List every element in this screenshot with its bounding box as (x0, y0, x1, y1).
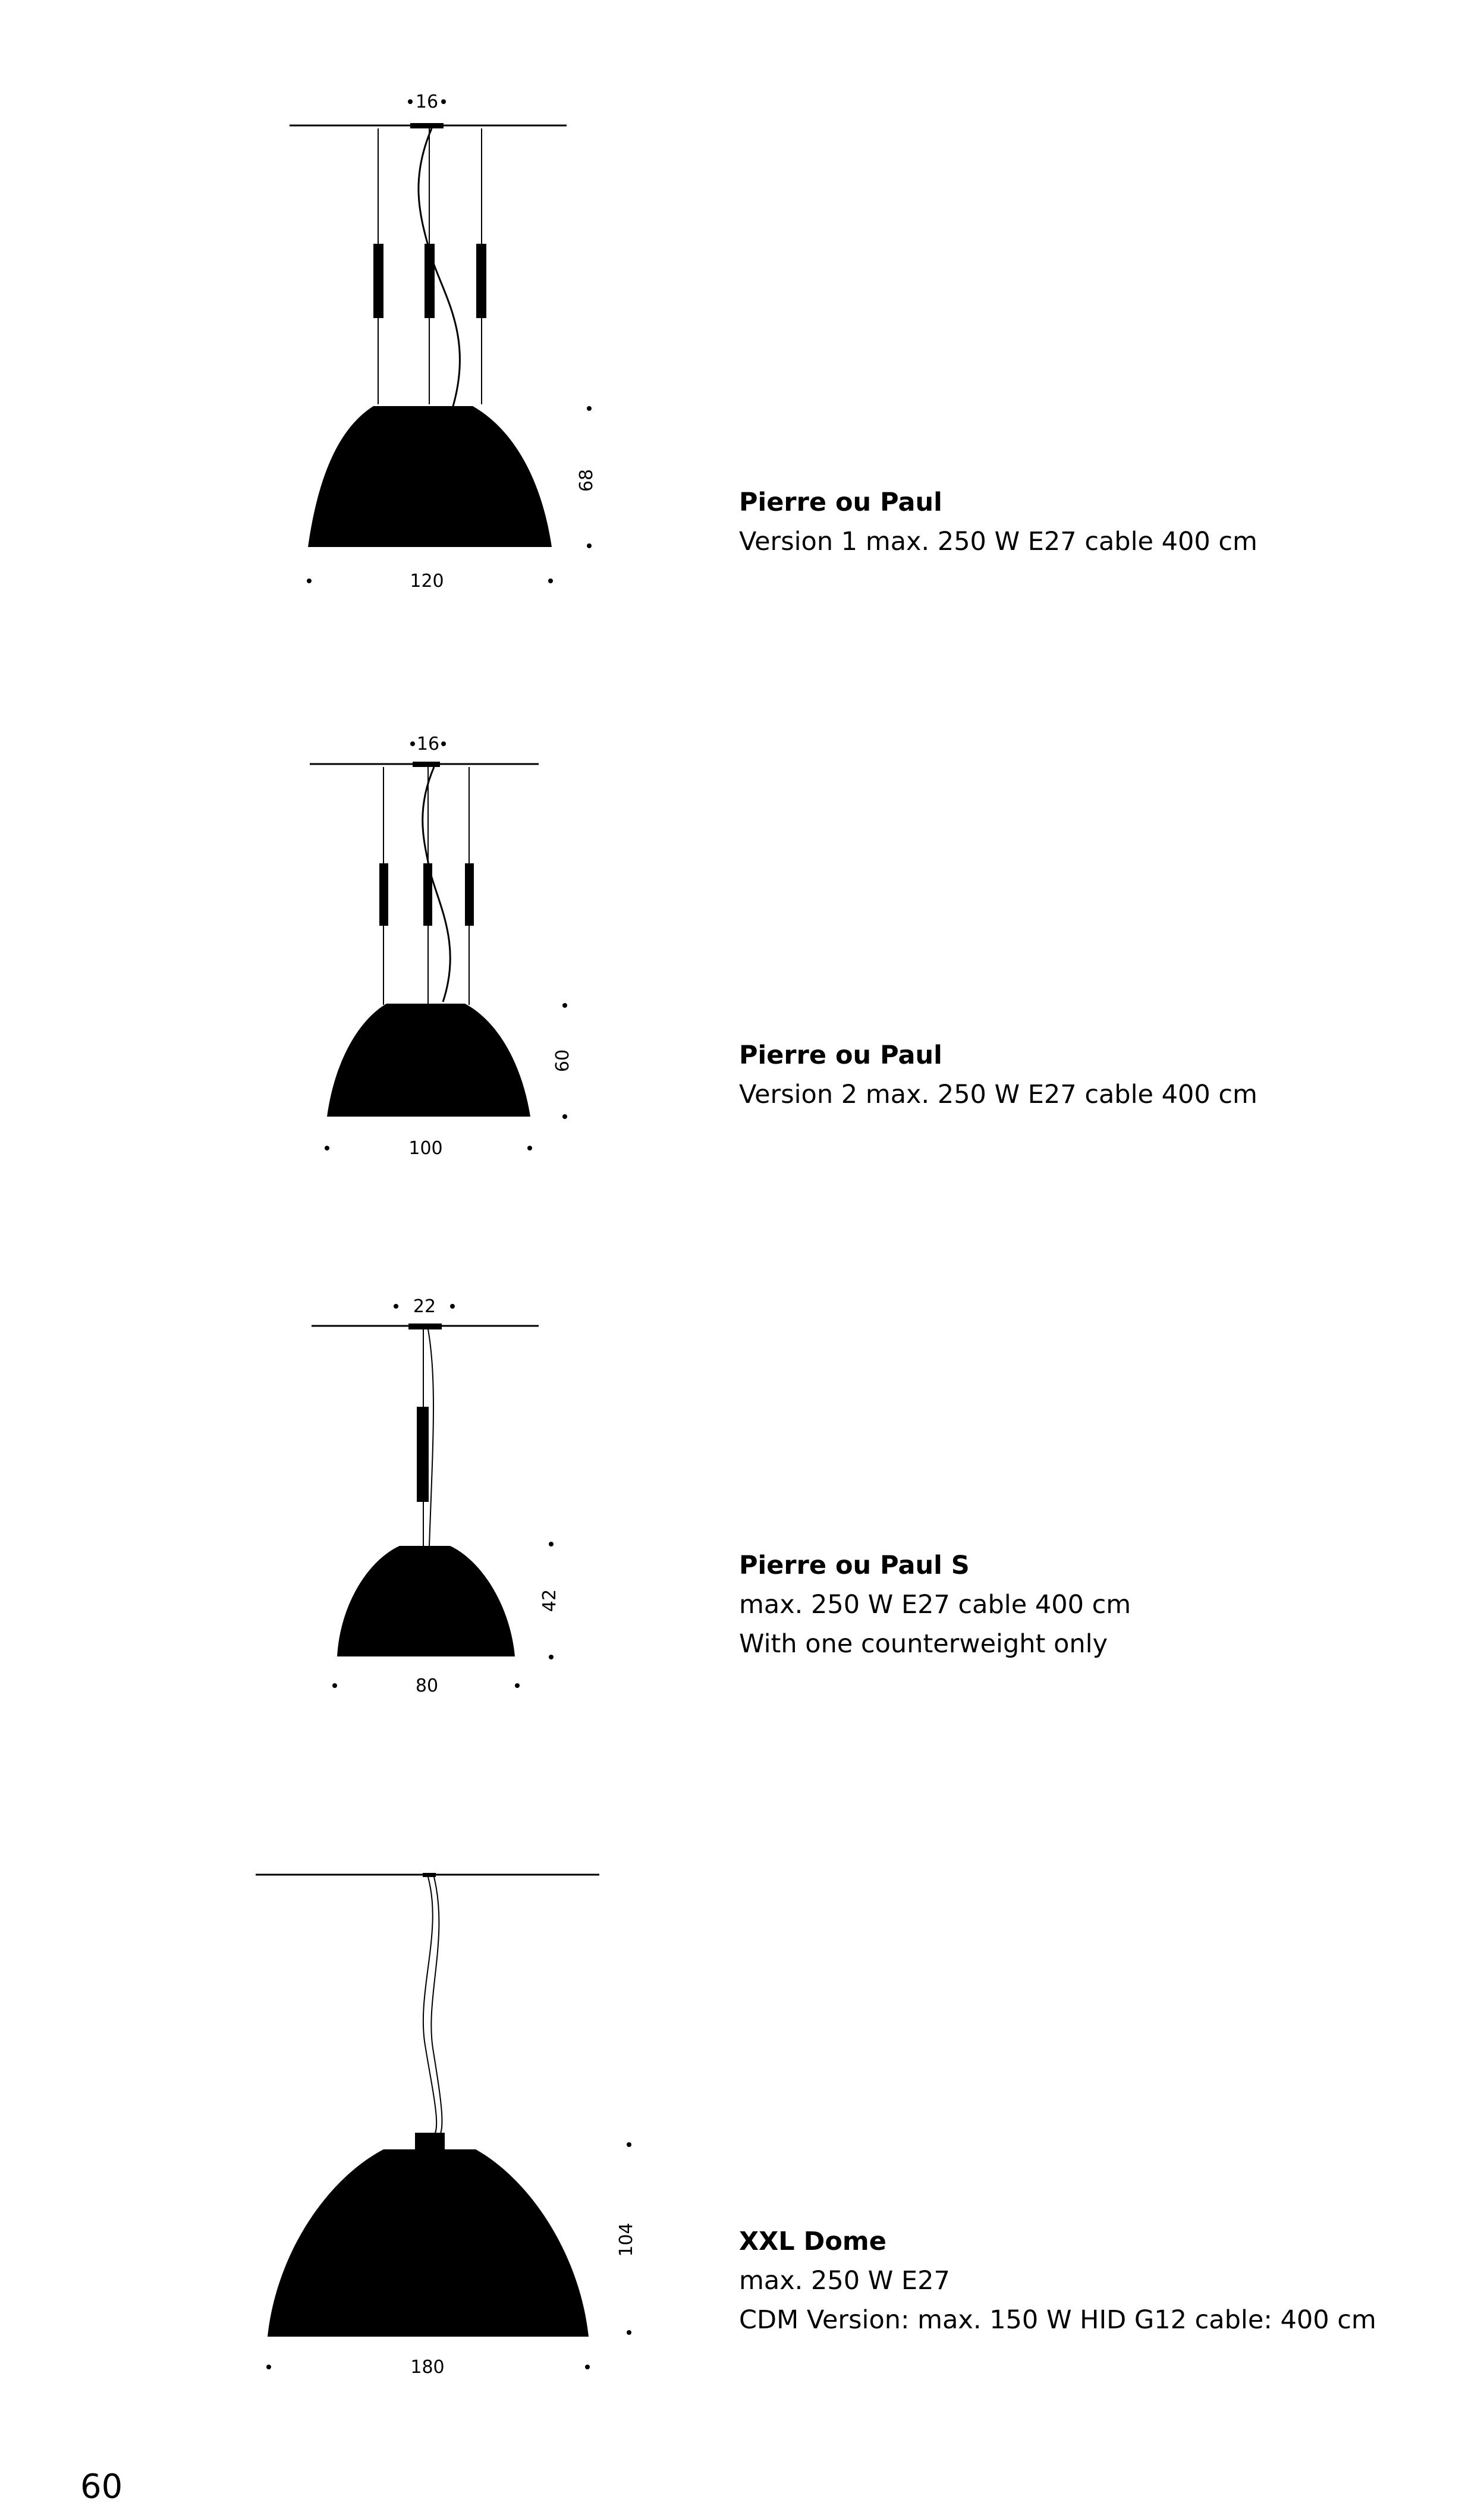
dim-width-label: 180 (410, 2357, 445, 2378)
dim-dot (325, 1146, 329, 1150)
page-number: 60 (80, 2467, 123, 2506)
dim-dot (450, 1304, 455, 1309)
dim-width-label: 80 (415, 1675, 439, 1696)
dim-dot (549, 1542, 554, 1546)
lamp-diagram-xxl (0, 1813, 684, 2438)
product-spec-line: Version 1 max. 250 W E27 cable 400 cm (739, 527, 1257, 557)
product-spec-line: max. 250 W E27 cable 400 cm (739, 1590, 1131, 1620)
drawing-pierre-ou-paul-v2 (0, 684, 684, 1189)
counterweight (465, 863, 474, 926)
dim-height-label: 68 (576, 469, 597, 492)
dim-dot (266, 2365, 271, 2369)
product-name: Pierre ou Paul S (739, 1551, 970, 1580)
product-spec-line: Version 2 max. 250 W E27 cable 400 cm (739, 1080, 1257, 1109)
dim-dot (587, 543, 592, 548)
drawing-xxl-dome (0, 1813, 684, 2438)
dim-top-label: 22 (413, 1296, 436, 1317)
dim-dot (562, 1114, 567, 1119)
lamp-shade (327, 1004, 530, 1117)
dim-dot (307, 579, 312, 583)
spec-pierre-ou-paul-v1 (739, 483, 1257, 561)
spec-pierre-ou-paul-s (739, 1546, 1131, 1664)
counterweight (423, 863, 432, 926)
counterweight (379, 863, 388, 926)
dim-height-label: 60 (552, 1049, 573, 1073)
dim-dot (527, 1146, 532, 1150)
dim-dot (549, 1655, 554, 1659)
dim-dot (548, 579, 553, 583)
drawing-pierre-ou-paul-s (0, 1249, 684, 1754)
ceiling-canopy (410, 123, 444, 128)
lamp-shade (337, 1546, 515, 1656)
dim-dot (408, 99, 413, 104)
lamp-shade (308, 406, 552, 547)
dim-dot (394, 1304, 398, 1309)
power-cable (423, 1877, 436, 2137)
dim-dot (587, 406, 592, 411)
dim-dot (627, 2330, 631, 2335)
product-name: Pierre ou Paul (739, 488, 942, 517)
product-spec-line: CDM Version: max. 150 W HID G12 cable: 400 cm (739, 2305, 1376, 2335)
dim-dot (585, 2365, 590, 2369)
dim-dot (441, 741, 446, 746)
counterweight (425, 244, 435, 318)
dim-top-label: 16 (415, 92, 439, 112)
dim-height-label: 42 (539, 1589, 560, 1612)
dim-width-label: 120 (410, 571, 444, 592)
counterweight (417, 1407, 429, 1502)
ceiling-canopy (413, 762, 440, 767)
dim-width-label: 100 (408, 1138, 443, 1159)
dim-height-label: 104 (616, 2222, 637, 2257)
dim-dot (410, 741, 415, 746)
counterweight (476, 244, 486, 318)
lamp-diagram-s (0, 1249, 684, 1754)
product-spec-line: max. 250 W E27 (739, 2266, 950, 2296)
power-cable (428, 1329, 433, 1546)
dim-top-label: 16 (416, 734, 440, 755)
drawing-pierre-ou-paul-v1 (0, 0, 684, 595)
ceiling-canopy (423, 1873, 436, 1877)
lamp-shade (268, 2133, 589, 2337)
dim-dot (627, 2142, 631, 2147)
dim-dot (441, 99, 446, 104)
product-name: Pierre ou Paul (739, 1040, 942, 1070)
dim-dot (562, 1003, 567, 1008)
product-name: XXL Dome (739, 2227, 886, 2256)
ceiling-canopy (408, 1324, 442, 1329)
counterweight (373, 244, 383, 318)
product-spec-line: With one counterweight only (739, 1629, 1108, 1659)
spec-xxl-dome (739, 2222, 1376, 2340)
dim-dot (332, 1683, 337, 1688)
spec-pierre-ou-paul-v2 (739, 1036, 1257, 1114)
lamp-diagram-v1 (0, 0, 684, 595)
dim-dot (515, 1683, 520, 1688)
lamp-diagram-v2 (0, 684, 684, 1189)
